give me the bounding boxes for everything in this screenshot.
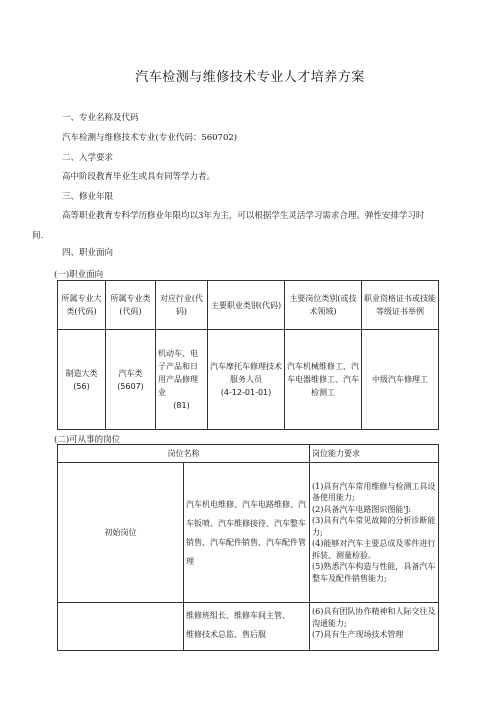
requirement-6: (6)具有团队协作精神和人际交往及沟通能力; [312,607,436,628]
table1-header-major-class: 所属专业类(代码) [106,281,156,330]
section-2-heading: 二、入学要求 [62,153,114,163]
table1-cell-major-category [58,330,106,430]
major-category-code: (56) [73,381,90,391]
subsection-2-label: (二)可从事的岗位 [54,435,121,445]
table1-cell-major-class [106,330,156,430]
document-title: 汽车检测与维修技术专业人才培养方案 [135,70,365,85]
table1-cell-occupation [208,330,285,430]
table2-cell-initial-jobs: 汽车机电维修、汽车电路维修、汽车钣喷、汽车维修接待、汽车整车销售、汽车配件销售、汽车配件管理 [184,463,310,603]
section-3-text: 高等职业教育专科学历修业年限均以3年为主，可以根据学生灵活学习需求合理、弹性安排学习时 [62,211,425,221]
requirement-4: (4)能够对汽车主要总成及零件进行拆装、测量检验。 [312,539,436,560]
table2-cell-initial-positions: 初始岗位 [58,463,184,603]
table2-cell-advanced-jobs [184,603,310,651]
section-3-heading: 三、修业年限 [62,192,114,202]
section-2-text: 高中阶段教育毕业生或具有同等学力者。 [62,172,216,182]
major-class-code: (5607) [117,381,144,391]
table1-header-position: 主要岗位类别(或技术领域) [285,281,362,330]
table2-header-position-name: 岗位名称 [58,445,310,463]
table2-cell-initial-requirements [310,463,439,603]
section-4-heading: 四、职业面向 [62,248,114,258]
industry-name: 机动车、电子产品和日用产品修理业 [158,349,198,397]
career-orientation-table [57,280,439,430]
section-1-text: 汽车检测与维修技术专业(专业代码：560702) [62,133,238,143]
table1-header-industry: 对应行业(代码) [156,281,208,330]
occupation-code: (4-12-01-01) [220,388,272,397]
requirement-3: (3)具有汽车常见故障的分析诊断能力; [312,516,436,537]
available-positions-table [57,444,439,651]
table1-cell-position: 汽车机械维修工、汽车电器维修工、汽车检测工 [285,330,362,430]
advanced-jobs-line-1: 维修班组长、维修车间主管、 [186,611,290,620]
requirement-7: (7)具有生产现场技术管理 [312,630,404,639]
major-category-name: 制造大类 [65,368,98,378]
section-1-heading: 一、专业名称及代码 [62,113,139,123]
table1-header-certificate: 职业资格证书或技能等级证书举例 [362,281,439,330]
industry-code: (81) [173,401,190,410]
table1-header-major-category: 所属专业大类(代码) [58,281,106,330]
section-3-text-continued: 间. [32,231,44,241]
table1-cell-certificate: 中级汽车修理工 [362,330,439,430]
occupation-name: 汽车摩托车修理技术服务人员 [210,362,282,384]
requirement-5: (5)熟悉汽车构造与性能，具备汽车整车及配件销售能力; [312,562,436,583]
table1-header-occupation: 主要职业类别(代码) [208,281,285,330]
table1-cell-industry [156,330,208,430]
table2-header-requirements: 岗位能力要求 [310,445,439,463]
requirement-1: (1)具有汽车常用维修与检测工具设备使用能力; [312,481,436,503]
advanced-jobs-line-2: 维修技术总监、售后服 [186,630,266,639]
table2-cell-advanced-category [58,603,184,651]
requirement-2: (2)具备汽车电路图识图能'J: [312,504,412,514]
major-class-name: 汽车类 [118,368,143,378]
subsection-1-label: (一)职业面向 [54,270,104,280]
table2-cell-advanced-requirements [310,603,439,651]
